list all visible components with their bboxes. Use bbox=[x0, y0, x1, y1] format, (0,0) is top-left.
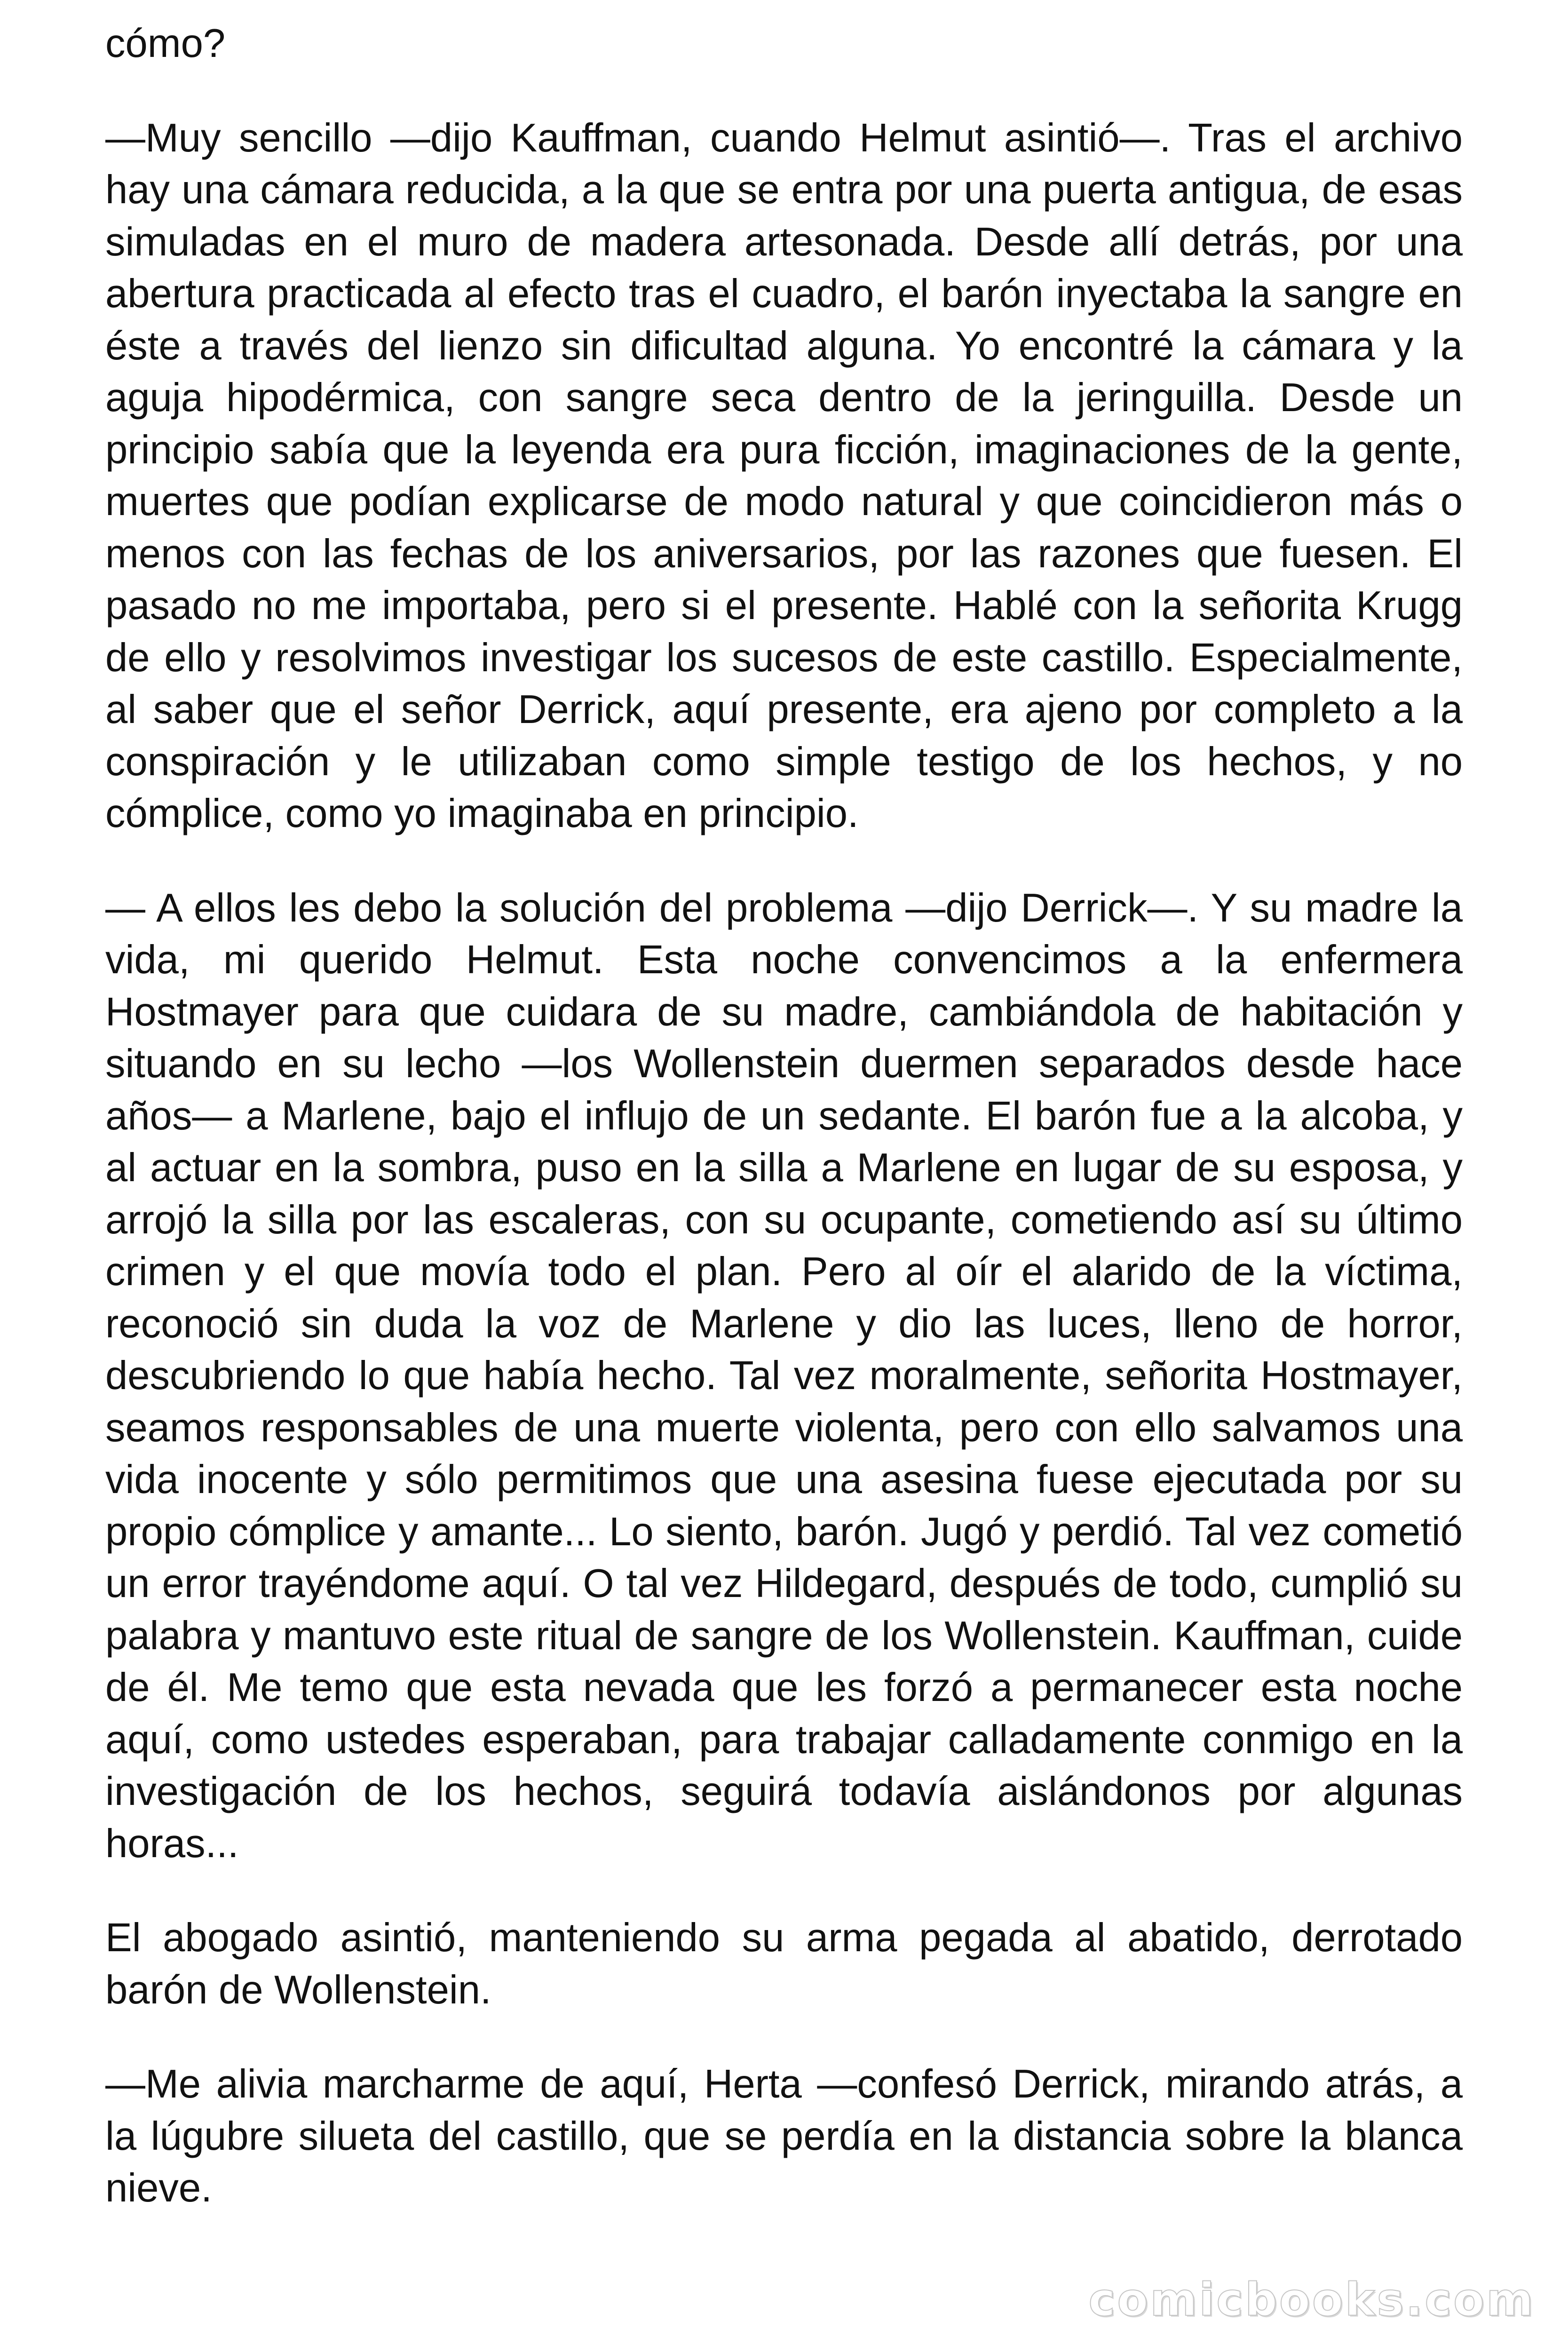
paragraph-closing: —Me alivia marcharme de aquí, Herta —confesó Derrick, mirando atrás, a la lúgubre silueta del castillo, que se perdía en la distancia sobre la blanca nieve. bbox=[105, 2062, 1463, 2210]
watermark-logo: comicbooks.com bbox=[1088, 2273, 1535, 2326]
paragraph-abogado: El abogado asintió, manteniendo su arma pegada al abatido, derrotado barón de Wollenstein. bbox=[105, 1915, 1463, 2012]
body-text bbox=[105, 18, 1463, 2215]
paragraph-derrick: — A ellos les debo la solución del problema —dijo Derrick—. Y su madre la vida, mi querido Helmut. Esta noche convencimos a la enfermera Hostmayer para que cuidara de su madre, cambiándola de habitación y situando en su lecho —los Wollenstein duermen separados desde hace años— a Marlene, bajo el influjo de un sedante. El barón fue a la alcoba, y al actuar en la sombra, puso en la silla a Marlene en lugar de su esposa, y arrojó la silla por las escaleras, con su ocupante, cometiendo así su último crimen y el que movía todo el plan. Pero al oír el alarido de la víctima, reconoció sin duda la voz de Marlene y dio las luces, lleno de horror, descubriendo lo que había hecho. Tal vez moralmente, señorita Hostmayer, seamos responsables de una muerte violenta, pero con ello salvamos una vida inocente y sólo permitimos que una asesina fuese ejecutada por su propio cómplice y amante... Lo siento, barón. Jugó y perdió. Tal vez cometió un error trayéndome aquí. O tal vez Hildegard, después de todo, cumplió su palabra y mantuvo este ritual de sangre de los Wollenstein. Kauffman, cuide de él. Me temo que esta nevada que les forzó a permanecer esta noche aquí, como ustedes esperaban, para trabajar calladamente conmigo en la investigación de los hechos, seguirá todavía aislándonos por algunas horas... bbox=[105, 885, 1463, 1866]
paragraph-kauffman: —Muy sencillo —dijo Kauffman, cuando Helmut asintió—. Tras el archivo hay una cámara reducida, a la que se entra por una puerta antigua, de esas simuladas en el muro de madera artesonada. Desde allí detrás, por una abertura practicada al efecto tras el cuadro, el barón inyectaba la sangre en éste a través del lienzo sin dificultad alguna. Yo encontré la cámara y la aguja hipodérmica, con sangre seca dentro de la jeringuilla. Desde un principio sabía que la leyenda era pura ficción, imaginaciones de la gente, muertes que podían explicarse de modo natural y que coincidieron más o menos con las fechas de los aniversarios, por las razones que fuesen. El pasado no me importaba, pero si el presente. Hablé con la señorita Krugg de ello y resolvimos investigar los sucesos de este castillo. Especialmente, al saber que el señor Derrick, aquí presente, era ajeno por completo a la conspiración y le utilizaban como simple testigo de los hechos, y no cómplice, como yo imaginaba en principio. bbox=[105, 115, 1463, 836]
paragraph-opening: cómo? bbox=[105, 21, 226, 66]
